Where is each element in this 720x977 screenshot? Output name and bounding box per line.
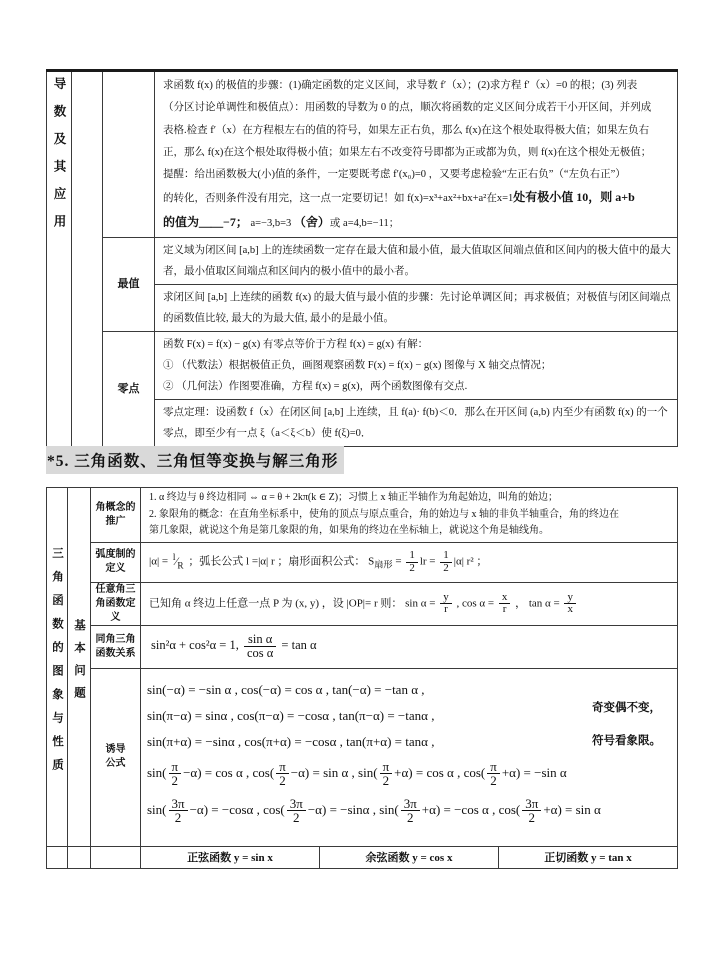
bottom-cell-sine: 正弦函数 y = sin x (141, 846, 320, 868)
bottom-cell-tangent: 正切函数 y = tan x (499, 846, 678, 868)
empty-cell (47, 846, 68, 868)
section-heading-text: *5. 三角函数、三角恒等变换与解三角形 (46, 446, 344, 474)
empty-cell (91, 846, 141, 868)
bottom-cell-cosine: 余弦函数 y = cos x (320, 846, 499, 868)
any-angle-def-cell: 已知角 α 终边上任意一点 P 为 (x, y) ，设 |OP|= r 则： sin α = $\frac{y}{r}$ , cos α = $\frac{x}{r}$ ， tan α = $\frac{y}{x}$ (141, 582, 678, 625)
angle-concept-cell: 1. α 终边与 θ 终边相同 ⇔ α = θ + 2kπ(k ∈ Z)；习惯上 x 轴正半轴作为角起始边，叫角的始边； 2. 象限角的概念：在直角坐标系中，使角的顶点与原点重合，角的始边与 x 轴的非负半轴重合，角的终边在 第几象限，就说这个角是第几象限的角，如果角的终边在坐标轴上，就说这个角是轴线角。 (141, 488, 678, 543)
induction-formula-lines: sin(−α) = −sin α , cos(−α) = cos α , tan(−α) = −tan α , sin(π−α) = sinα , cos(π−α) = −cosα , tan(π−α) = −tanα , sin(π+α) = −sinα , cos(π+α) = −cosα , tan(π+α) = tanα , sin( $\frac{\pi}{2}$ −α) = cos α , cos( $\frac{\pi}{2}$ −α) = sin α , sin( $\frac{\pi}{2}$ +α) = cos α , cos( $\frac{\pi}{2}$ +α) = −sin α sin( $\frac{3\pi}{2}$ −α) = −cosα , cos( $\frac{3\pi}{2}$ −α) = −sinα , sin( $\frac{3\pi}{2}$ +α) = −cos α , cos( $\frac{3\pi}{2}$ +α) = sin α (147, 681, 601, 826)
table-side-basic (68, 488, 91, 847)
spacer-column (72, 71, 103, 447)
max-steps-text: 求闭区间 [a,b] 上连续的函数 f(x) 的最大值与最小值的步骤：先讨论单调区间；再求极值；对极值与闭区间端点的函数值比较, 最大的为最大值, 最小的是最小值。 (163, 292, 671, 325)
section-heading (46, 446, 344, 474)
row-label-angle-concept: 角概念的推广 (91, 488, 141, 543)
table-side-trig (47, 488, 68, 847)
max-definition-cell (155, 238, 678, 285)
empty-cell (68, 846, 91, 868)
row-label-radian: 弧度制的定义 (91, 542, 141, 582)
induction-mnemonic: 奇变偶不变， 符号看象限。 (592, 701, 661, 747)
zero-methods-cell: 函数 F(x) = f(x) − g(x) 有零点等价于方程 f(x) = g(x) 有解： ① （代数法）根据极值正负，画图观察函数 F(x) = f(x) − g(x) 图像与 X 轴交点情况； ② （几何法）作图要准确，方程 f(x) = g(x)，两个函数图像有交点. (155, 332, 678, 400)
derivatives-table (46, 69, 678, 447)
max-definition-text: 定义域为闭区间 [a,b] 上的连续函数一定存在最大值和最小值，最大值取区间端点值和区间内的极大值中的最大者，最小值取区间端点和区间内的极小值中的最小者。 (163, 245, 671, 278)
trig-table (46, 487, 678, 869)
zero-theorem-text: 零点定理：设函数 f（x）在闭区间 [a,b] 上连续，且 f(a)· f(b)＜0．那么在开区间 (a,b) 内至少有函数 f(x) 的一个零点，即至少有一点 ξ（a＜ξ＜b）使 f(ξ)=0． (163, 407, 668, 440)
row-label-induction (91, 668, 141, 846)
zero-theorem-cell (155, 400, 678, 447)
table-side-derivatives (47, 71, 72, 447)
row-label-any-angle-def: 任意角三角函数定义 (91, 582, 141, 625)
row-label-same-angle: 同角三角函数关系 (91, 625, 141, 668)
max-steps-cell (155, 285, 678, 332)
row-label-max: 最值 (103, 238, 155, 332)
radian-formula-cell: $|\alpha| = ^l⁄_R$ ；弧长公式 l =|α| r ；扇形面积公式： $S_{扇形}$ = $\frac{1}{2}$ lr = $\frac{1}{2}$ |α| r² ； (141, 542, 678, 582)
induction-formulas-cell (141, 668, 678, 846)
side-label-basic: 基本问题 (73, 619, 85, 710)
side-label-derivatives: 导数及其应用 (52, 77, 66, 242)
induction-label-text: 诱导公式 (105, 744, 126, 769)
side-label-trig: 三角函数的图象与性质 (51, 546, 63, 782)
empty-label-cell (103, 71, 155, 238)
same-angle-relation-cell: sin²α + cos²α = 1, $\frac{\text{sin α}}{\text{cos α}}$ = tan α (141, 625, 678, 668)
row-label-zero: 零点 (103, 332, 155, 447)
extrema-steps-cell: 求函数 f(x) 的极值的步骤：(1)确定函数的定义区间，求导数 f′（x）；(2)求方程 f′（x）=0 的根；(3) 列表 （分区讨论单调性和极值点）：用函数的导数为 0 的点，顺次将函数的定义区间分成若干小开区间，并列成 表格.检查 f′（x）在方程根左右的值的符号，如果左正右负，那么 f(x)在这个根处取得极大值；如果左负右 正，那么 f(x)在这个根处取得极小值；如果左右不改变符号即都为正或都为负，则 f(x)在这个根处无极值； 提醒：给出函数极大(小)值的条件，一定要既考虑 f′(x₀)=0 ，又要考虑检验“左正右负”（“左负右正”） 的转化，否则条件没有用完，这一点一定要切记！如 f(x)=x³+ax²+bx+a²在x=1处有极小值 10，则 a+b 的值为＿＿−7； a=−3,b=3 （舍）或 a=4,b=−11； (155, 71, 678, 238)
